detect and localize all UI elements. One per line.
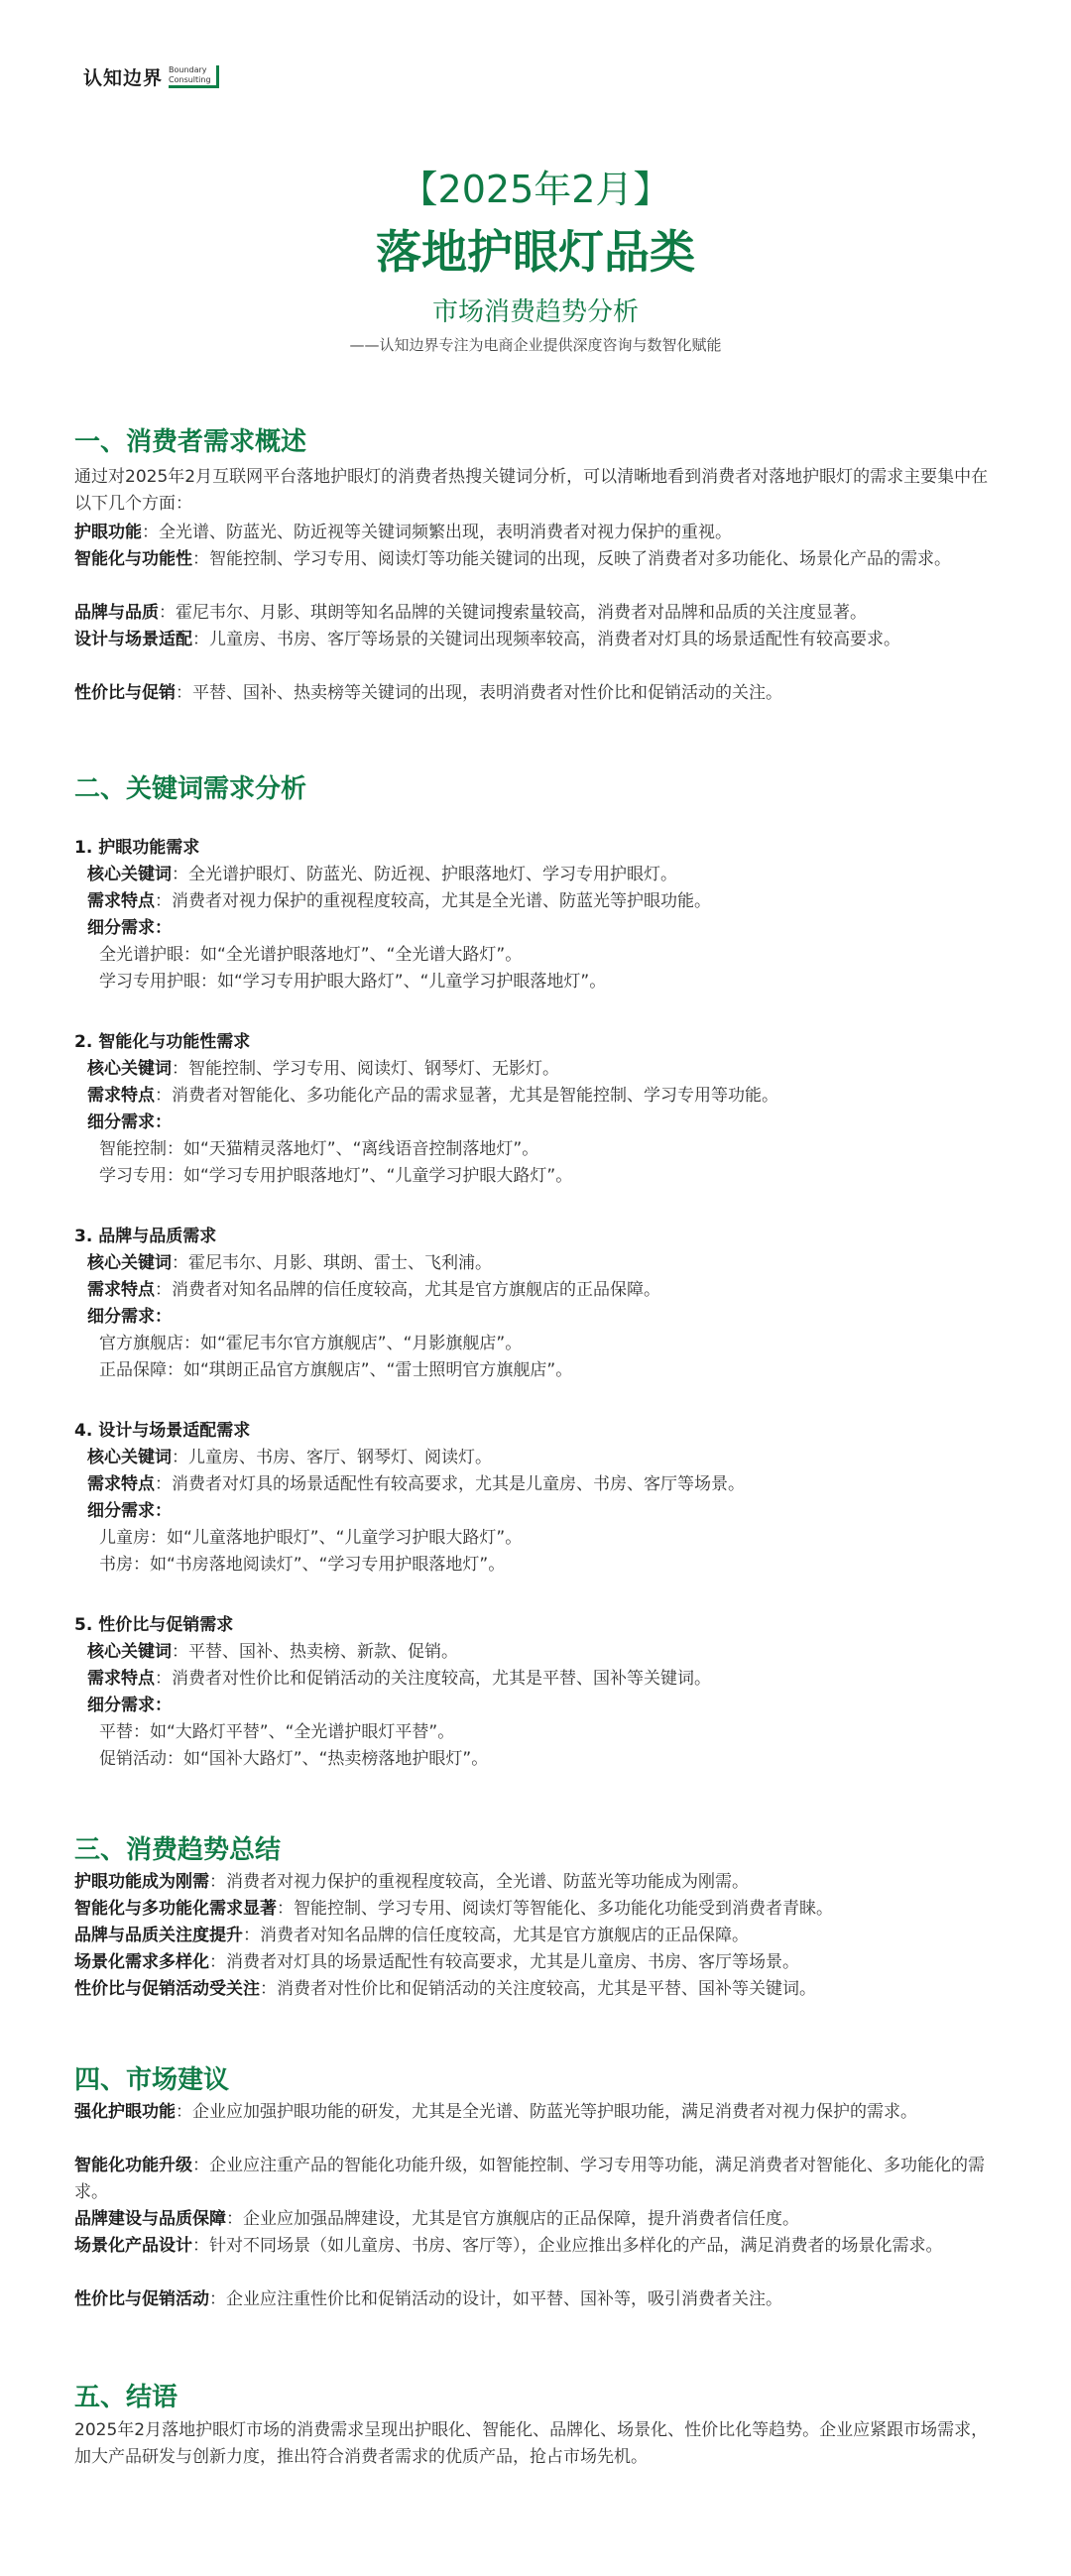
s3-item: 智能化与多功能化需求显著：智能控制、学习专用、阅读灯等智能化、多功能化功能受到消费者青睐。 [74, 1899, 833, 1919]
need-features: 需求特点：消费者对智能化、多功能化产品的需求显著，尤其是智能控制、学习专用等功能。 [87, 1086, 778, 1106]
report-tagline: ——认知边界专注为电商企业提供深度咨询与数智化赋能 [349, 336, 722, 354]
logo-subtext [169, 65, 219, 88]
detail-label: 细分需求： [87, 1696, 172, 1715]
s3-item: 性价比与促销活动受关注：消费者对性价比和促销活动的关注度较高，尤其是平替、国补等关键词。 [74, 1979, 816, 1999]
section-title-2: 二、关键词需求分析 [74, 774, 307, 804]
detail-label: 细分需求： [87, 918, 172, 938]
s1-item: 智能化与功能性：智能控制、学习专用、阅读灯等功能关键词的出现，反映了消费者对多功能化、场景化产品的需求。 [74, 549, 951, 569]
logo-text: 认知边界 [83, 67, 164, 89]
need-features: 需求特点：消费者对视力保护的重视程度较高，尤其是全光谱、防蓝光等护眼功能。 [87, 891, 711, 911]
group-heading: 4. 设计与场景适配需求 [74, 1421, 251, 1441]
logo-sub-line1: Boundary [169, 65, 207, 74]
need-features: 需求特点：消费者对知名品牌的信任度较高，尤其是官方旗舰店的正品保障。 [87, 1280, 660, 1300]
s4-item: 智能化功能升级：企业应注重产品的智能化功能升级，如智能控制、学习专用等功能，满足消费者对智能化、多功能化的需求。 [74, 2156, 985, 2202]
section-title-5: 五、结语 [74, 2383, 178, 2412]
s1-item: 品牌与品质：霍尼韦尔、月影、琪朗等知名品牌的关键词搜索量较高，消费者对品牌和品质的关注度显著。 [74, 603, 867, 623]
report-header [0, 164, 1071, 356]
group-heading: 3. 品牌与品质需求 [74, 1227, 217, 1246]
s4-item: 品牌建设与品质保障：企业应加强品牌建设，尤其是官方旗舰店的正品保障，提升消费者信任度。 [74, 2209, 799, 2229]
detail-item: 促销活动：如“国补大路灯”、“热卖榜落地护眼灯”。 [99, 1749, 489, 1769]
s4-item: 性价比与促销活动：企业应注重性价比和促销活动的设计，如平替、国补等，吸引消费者关注。 [74, 2289, 782, 2309]
s3-item: 场景化需求多样化：消费者对灯具的场景适配性有较高要求，尤其是儿童房、书房、客厅等场景。 [74, 1952, 799, 1972]
detail-label: 细分需求： [87, 1501, 172, 1521]
group-heading: 5. 性价比与促销需求 [74, 1615, 234, 1635]
detail-item: 书房：如“书房落地阅读灯”、“学习专用护眼落地灯”。 [99, 1555, 506, 1575]
logo-sub-line2: Consulting [169, 75, 211, 84]
core-keywords: 核心关键词：儿童房、书房、客厅、钢琴灯、阅读灯。 [87, 1448, 492, 1467]
s4-item: 强化护眼功能：企业应加强护眼功能的研发，尤其是全光谱、防蓝光等护眼功能，满足消费者对视力保护的需求。 [74, 2102, 917, 2122]
s4-item: 场景化产品设计：针对不同场景（如儿童房、书房、客厅等），企业应推出多样化的产品，满足消费者的场景化需求。 [74, 2236, 943, 2256]
report-title: 落地护眼灯品类 [376, 225, 695, 279]
need-features: 需求特点：消费者对灯具的场景适配性有较高要求，尤其是儿童房、书房、客厅等场景。 [87, 1474, 745, 1494]
core-keywords: 核心关键词：平替、国补、热卖榜、新款、促销。 [87, 1642, 458, 1662]
detail-item: 儿童房：如“儿童落地护眼灯”、“儿童学习护眼大路灯”。 [99, 1528, 523, 1548]
s1-item: 设计与场景适配：儿童房、书房、客厅等场景的关键词出现频率较高，消费者对灯具的场景适配性有较高要求。 [74, 630, 900, 649]
detail-item: 学习专用护眼：如“学习专用护眼大路灯”、“儿童学习护眼落地灯”。 [99, 972, 607, 992]
detail-label: 细分需求： [87, 1112, 172, 1132]
need-features: 需求特点：消费者对性价比和促销活动的关注度较高，尤其是平替、国补等关键词。 [87, 1669, 711, 1689]
detail-item: 学习专用：如“学习专用护眼落地灯”、“儿童学习护眼大路灯”。 [99, 1166, 573, 1186]
detail-item: 平替：如“大路灯平替”、“全光谱护眼灯平替”。 [99, 1722, 455, 1742]
conclusion-text: 2025年2月落地护眼灯市场的消费需求呈现出护眼化、智能化、品牌化、场景化、性价比化等趋势。企业应紧跟市场需求，加大产品研发与创新力度，推出符合消费者需求的优质产品，抢占市场先机。 [74, 2420, 989, 2467]
brand-logo [83, 63, 219, 90]
s1-item: 性价比与促销：平替、国补、热卖榜等关键词的出现，表明消费者对性价比和促销活动的关注。 [74, 683, 782, 703]
section-1-intro: 通过对2025年2月互联网平台落地护眼灯的消费者热搜关键词分析，可以清晰地看到消费者对落地护眼灯的需求主要集中在以下几个方面： [74, 467, 989, 514]
core-keywords: 核心关键词：智能控制、学习专用、阅读灯、钢琴灯、无影灯。 [87, 1059, 559, 1079]
core-keywords: 核心关键词：全光谱护眼灯、防蓝光、防近视、护眼落地灯、学习专用护眼灯。 [87, 865, 677, 884]
detail-item: 全光谱护眼：如“全光谱护眼落地灯”、“全光谱大路灯”。 [99, 945, 523, 965]
group-heading: 2. 智能化与功能性需求 [74, 1032, 251, 1052]
detail-item: 正品保障：如“琪朗正品官方旗舰店”、“雷士照明官方旗舰店”。 [99, 1360, 573, 1380]
s3-item: 品牌与品质关注度提升：消费者对知名品牌的信任度较高，尤其是官方旗舰店的正品保障。 [74, 1926, 749, 1945]
s1-item: 护眼功能：全光谱、防蓝光、防近视等关键词频繁出现，表明消费者对视力保护的重视。 [74, 523, 732, 542]
section-title-4: 四、市场建议 [74, 2065, 230, 2095]
core-keywords: 核心关键词：霍尼韦尔、月影、琪朗、雷士、飞利浦。 [87, 1253, 492, 1273]
detail-label: 细分需求： [87, 1307, 172, 1327]
section-title-3: 三、消费趋势总结 [74, 1835, 282, 1865]
date-tag: 【2025年2月】 [400, 168, 671, 211]
s3-item: 护眼功能成为刚需：消费者对视力保护的重视程度较高，全光谱、防蓝光等功能成为刚需。 [74, 1872, 749, 1892]
detail-item: 官方旗舰店：如“霍尼韦尔官方旗舰店”、“月影旗舰店”。 [99, 1334, 523, 1353]
section-title-1: 一、消费者需求概述 [74, 427, 307, 457]
report-subtitle: 市场消费趋势分析 [431, 297, 639, 327]
group-heading: 1. 护眼功能需求 [74, 838, 200, 858]
detail-item: 智能控制：如“天猫精灵落地灯”、“离线语音控制落地灯”。 [99, 1139, 539, 1159]
